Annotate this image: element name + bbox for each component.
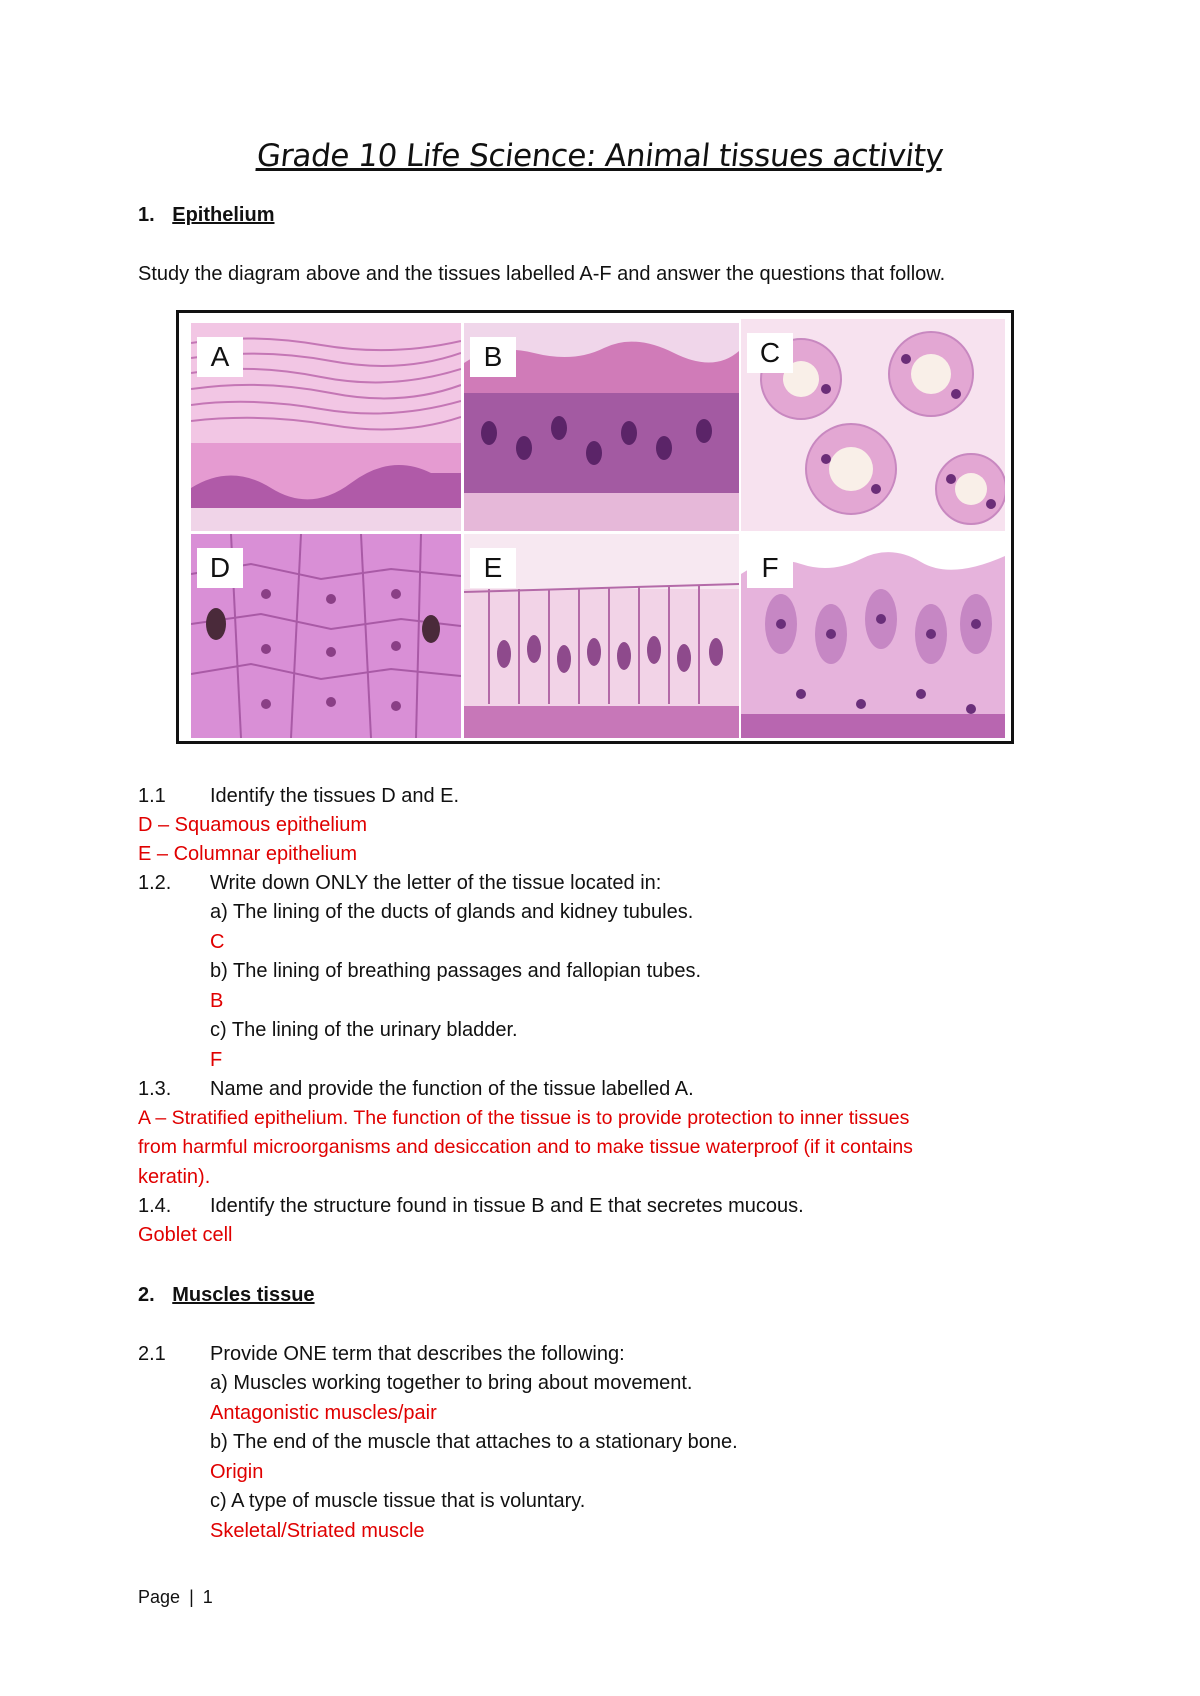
panel-a-label: A — [197, 337, 243, 377]
section-2-heading — [138, 1282, 315, 1308]
page-label: Page — [138, 1587, 181, 1607]
answer-2-1-c: Skeletal/Striated muscle — [210, 1520, 425, 1542]
question-1-2-b: b) The lining of breathing passages and fallopian tubes. — [210, 960, 702, 982]
panel-a-image — [191, 323, 461, 531]
panel-d-label: D — [197, 548, 243, 588]
page-number: 1 — [202, 1587, 213, 1607]
panel-f-image — [741, 534, 1005, 738]
answer-1-2-b: B — [210, 990, 224, 1012]
panel-c-image — [741, 319, 1005, 531]
panel-c-label: C — [747, 333, 793, 373]
panel-f-label: F — [747, 548, 793, 588]
section-2-title: Muscles tissue — [172, 1284, 315, 1306]
question-1-2-a: a) The lining of the ducts of glands and kidney tubules. — [210, 901, 694, 923]
answer-1-1-d: D – Squamous epithelium — [138, 814, 368, 836]
panel-d-image — [191, 534, 461, 738]
page-footer — [138, 1584, 213, 1610]
answer-2-1-b: Origin — [210, 1461, 264, 1483]
answer-2-1-a: Antagonistic muscles/pair — [210, 1402, 437, 1424]
section-1-intro: Study the diagram above and the tissues labelled A-F and answer the questions that follow. — [138, 263, 946, 285]
question-1-3-number: 1.3. — [138, 1078, 172, 1100]
answer-1-2-c: F — [210, 1049, 223, 1071]
question-2-1-a: a) Muscles working together to bring about movement. — [210, 1372, 693, 1394]
tissue-figure — [176, 310, 1014, 744]
question-2-1-c: c) A type of muscle tissue that is voluntary. — [210, 1490, 586, 1512]
footer-divider — [138, 1572, 1062, 1573]
page-title: Grade 10 Life Science: Animal tissues activity — [255, 138, 945, 174]
question-1-1-text: Identify the tissues D and E. — [210, 785, 460, 807]
question-2-1-b: b) The end of the muscle that attaches to a stationary bone. — [210, 1431, 738, 1453]
answer-1-3-line-1: A – Stratified epithelium. The function of the tissue is to provide protection to inner tissues — [138, 1107, 910, 1129]
panel-b-label: B — [470, 337, 516, 377]
question-1-3-text: Name and provide the function of the tissue labelled A. — [210, 1078, 694, 1100]
question-1-2-number: 1.2. — [138, 872, 172, 894]
question-1-2-c: c) The lining of the urinary bladder. — [210, 1019, 518, 1041]
question-1-2-text: Write down ONLY the letter of the tissue located in: — [210, 872, 662, 894]
question-1-4-number: 1.4. — [138, 1195, 172, 1217]
answer-1-2-a: C — [210, 931, 225, 953]
section-1-number: 1. — [138, 204, 155, 226]
answer-1-4: Goblet cell — [138, 1224, 233, 1246]
panel-e-label: E — [470, 548, 516, 588]
panel-e-image — [464, 534, 739, 738]
section-1-heading — [138, 202, 274, 228]
page-separator: | — [189, 1587, 194, 1607]
question-2-1-text: Provide ONE term that describes the following: — [210, 1343, 625, 1365]
panel-b-image — [464, 323, 739, 531]
answer-1-3-line-2: from harmful microorganisms and desiccation and to make tissue waterproof (if it contains — [138, 1136, 913, 1158]
question-1-1-number: 1.1 — [138, 785, 166, 807]
section-1-title: Epithelium — [172, 204, 275, 226]
question-2-1-number: 2.1 — [138, 1343, 166, 1365]
answer-1-1-e: E – Columnar epithelium — [138, 843, 357, 865]
question-1-4-text: Identify the structure found in tissue B and E that secretes mucous. — [210, 1195, 804, 1217]
answer-1-3-line-3: keratin). — [138, 1166, 211, 1188]
section-2-number: 2. — [138, 1284, 155, 1306]
